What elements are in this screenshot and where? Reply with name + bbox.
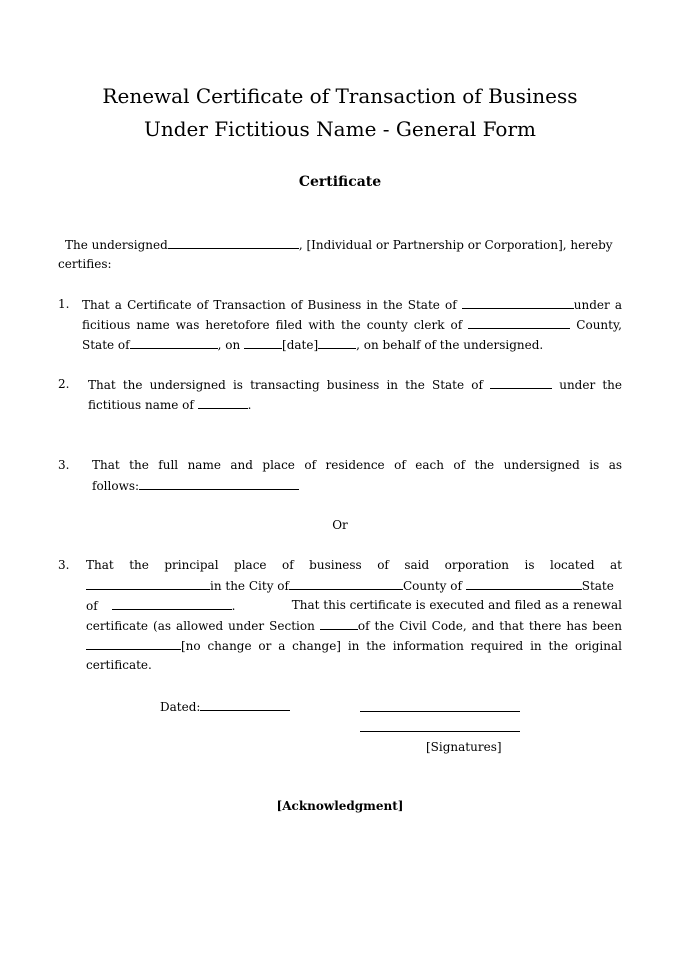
county-blank-2[interactable] (466, 578, 582, 590)
undersigned-name-blank[interactable] (168, 237, 299, 249)
signatures-label: [Signatures] (426, 740, 502, 754)
item-3a-number: 3. (58, 458, 70, 472)
state-blank-1[interactable] (462, 297, 574, 309)
date-blank-right[interactable] (318, 337, 356, 349)
item-3b-line-4 (86, 618, 622, 633)
item-1-date-label: [date] (282, 338, 319, 352)
section-heading: Certificate (298, 174, 382, 190)
signature-line-1[interactable] (360, 711, 520, 712)
item-1-text-d: County, (576, 318, 622, 332)
item-3a-line-2 (92, 478, 299, 493)
intro-text-2: , [Individual or Partnership or Corporation], hereby (298, 238, 613, 252)
item-1-text-c: ficitious name was heretofore filed with the county clerk of (82, 318, 463, 332)
item-3b-text-g: That this certificate is executed and filed as a renewal (291, 598, 622, 612)
item-1-line-2 (82, 317, 622, 332)
item-1-text-a: That a Certificate of Transaction of Business in the State of (82, 298, 457, 312)
item-1-number: 1. (58, 297, 70, 311)
intro-line-1 (65, 237, 613, 252)
address-blank[interactable] (86, 578, 210, 590)
intro-line-2: certifies: (58, 257, 112, 271)
date-blank-left[interactable] (244, 337, 282, 349)
document-title-line-2: Under Fictitious Name - General Form (144, 117, 536, 141)
acknowledgment-heading: [Acknowledgment] (276, 799, 404, 813)
section-number-blank[interactable] (320, 618, 358, 630)
item-2-text-a: That the undersigned is transacting business in the State of (88, 378, 483, 392)
item-2-text-b: under the (559, 378, 622, 392)
item-3b-text-j: [no change or a change] in the information required in the original (181, 639, 622, 653)
city-blank[interactable] (289, 578, 403, 590)
item-1-line-3 (82, 337, 543, 352)
fictitious-name-blank[interactable] (198, 397, 248, 409)
item-3b-text-h: certificate (as allowed under Section (86, 619, 315, 633)
item-1-text-e: State of (82, 338, 130, 352)
county-blank-1[interactable] (468, 317, 570, 329)
intro-text-1: The undersigned (65, 238, 168, 252)
state-blank-2[interactable] (130, 337, 218, 349)
item-3b-text-d: State (581, 579, 614, 593)
item-2-text-c: fictitious name of (88, 398, 194, 412)
document-title-line-1: Renewal Certificate of Transaction of Business (102, 84, 578, 108)
signature-line-2[interactable] (360, 731, 520, 732)
item-2-line-1 (88, 377, 622, 392)
dated-line (160, 699, 290, 714)
item-1-text-f: , on (217, 338, 241, 352)
item-3b-text-f: . (231, 599, 236, 613)
item-3a-line-1: That the full name and place of residence of each of the undersigned is as (92, 458, 622, 472)
item-3b-line-1: That the principal place of business of said orporation is located at (86, 558, 622, 572)
item-3b-line-6: certificate. (86, 658, 152, 672)
item-1-text-b: under a (573, 298, 622, 312)
item-3b-line-2 (86, 578, 614, 593)
change-status-blank[interactable] (86, 638, 181, 650)
state-blank-4[interactable] (112, 598, 232, 610)
item-3b-text-b: in the City of (210, 579, 289, 593)
item-2-line-2 (88, 397, 251, 412)
item-1-text-h: , on behalf of the undersigned. (356, 338, 544, 352)
item-3a-text-b: follows: (92, 479, 140, 493)
state-blank-3[interactable] (490, 377, 552, 389)
or-separator: Or (332, 518, 348, 532)
item-3b-text-i: of the Civil Code, and that there has been (357, 619, 622, 633)
item-1-line-1 (82, 297, 622, 312)
item-3b-number: 3. (58, 558, 70, 572)
item-3b-line-5 (86, 638, 622, 653)
item-3b-text-c: County of (402, 579, 462, 593)
item-3b-line-3 (86, 598, 622, 613)
item-2-text-d: . (247, 398, 252, 412)
item-3b-text-e: of (86, 599, 98, 613)
dated-blank[interactable] (200, 699, 290, 711)
item-2-number: 2. (58, 377, 70, 391)
residence-blank[interactable] (139, 478, 299, 490)
dated-label: Dated: (160, 700, 201, 714)
